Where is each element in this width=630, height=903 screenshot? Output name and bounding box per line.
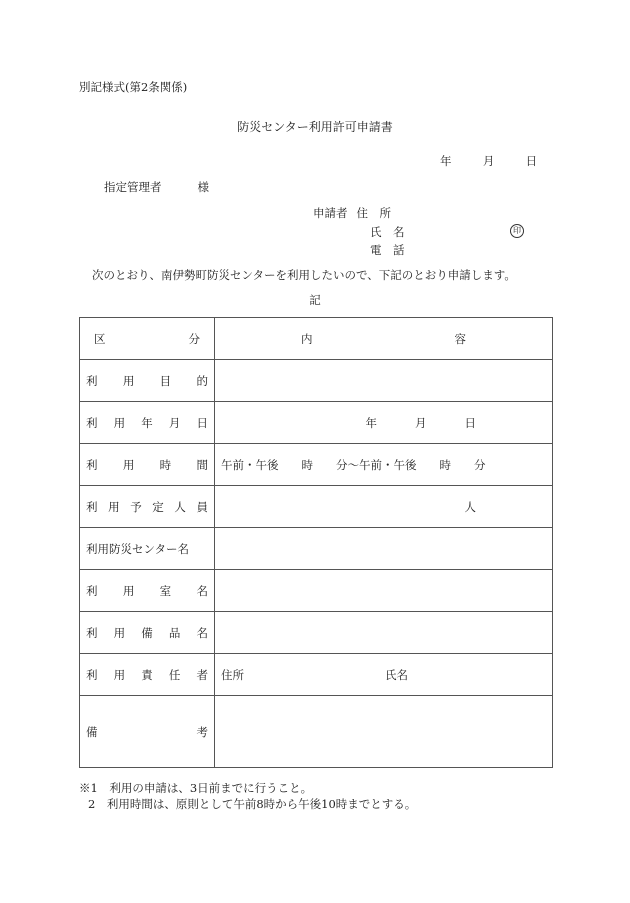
usage-year-label: 年	[365, 415, 377, 430]
label-char: 利	[86, 457, 98, 472]
header-content-cell	[215, 318, 553, 360]
usage-month-label: 月	[415, 415, 427, 430]
header-category-char: 分	[188, 331, 200, 346]
label-char: 利	[86, 415, 98, 430]
ki-heading: 記	[309, 293, 321, 307]
label-char: 員	[196, 499, 208, 514]
usage-date-field[interactable]	[215, 402, 553, 444]
header-category-cell	[80, 318, 215, 360]
label-char: 責	[141, 667, 153, 682]
header-content-char: 内	[301, 331, 313, 346]
note-2: 2 利用時間は、原則として午前8時から午後10時までとする。	[88, 797, 417, 811]
table-row	[80, 696, 553, 768]
date-line	[440, 156, 537, 168]
addressee-name: 指定管理者	[104, 180, 162, 194]
row-label-date	[80, 402, 215, 444]
table-row	[80, 528, 553, 570]
row-label-purpose	[80, 360, 215, 402]
label-char: 人	[174, 499, 186, 514]
label-char: 用	[122, 583, 135, 598]
usage-time-field[interactable]	[215, 444, 553, 486]
label-char: 月	[168, 415, 181, 430]
label-char: 利	[86, 583, 98, 598]
form-reference: 別記様式(第2条関係)	[79, 80, 188, 94]
label-char: 任	[168, 667, 181, 682]
label-char: 備	[86, 724, 98, 739]
table-row	[80, 402, 553, 444]
row-label-attendees	[80, 486, 215, 528]
table-header-row	[80, 318, 553, 360]
address-label: 住 所	[356, 206, 391, 220]
equipment-field[interactable]	[215, 612, 553, 654]
applicant-name-row	[370, 227, 405, 239]
applicant-phone-row	[370, 245, 405, 257]
responsible-name-label: 氏名	[385, 667, 408, 682]
label-char: 的	[196, 373, 208, 388]
label-char: 利	[86, 373, 98, 388]
center-name-field[interactable]	[215, 528, 553, 570]
row-label-center-name	[80, 528, 215, 570]
responsible-person-field[interactable]	[215, 654, 553, 696]
name-label: 氏 名	[370, 225, 405, 239]
label-char: 用	[108, 499, 120, 514]
seal-mark: 印	[510, 224, 524, 238]
lead-text: 次のとおり、南伊勢町防災センターを利用したいので、下記のとおり申請します。	[92, 268, 516, 282]
label-char: 室	[159, 583, 172, 598]
table-row	[80, 612, 553, 654]
purpose-field[interactable]	[215, 360, 553, 402]
label-char: 日	[196, 415, 208, 430]
label-char: 年	[141, 415, 153, 430]
application-table	[79, 317, 553, 768]
date-day-label: 日	[525, 154, 538, 168]
table-row	[80, 486, 553, 528]
header-content-char: 容	[454, 331, 466, 346]
label-char: 用	[113, 625, 126, 640]
usage-day-label: 日	[464, 415, 476, 430]
label-char: 定	[152, 499, 164, 514]
label-char: 利	[86, 667, 98, 682]
label-char: 用	[122, 373, 135, 388]
addressee-honorific: 様	[197, 180, 209, 194]
label-char: 時	[159, 457, 172, 472]
label-char: 利	[86, 625, 98, 640]
addressee-line	[104, 182, 209, 194]
applicant-address-row	[313, 208, 391, 220]
label-char: 用	[113, 667, 126, 682]
label-char: 利	[86, 499, 98, 514]
applicant-label: 申請者	[313, 206, 348, 220]
phone-label: 電 話	[370, 243, 405, 257]
note-1: ※1 利用の申請は、3日前までに行うこと。	[79, 781, 313, 795]
table-row	[80, 654, 553, 696]
label-char: 者	[196, 667, 208, 682]
date-month-label: 月	[482, 154, 495, 168]
label-char: 備	[141, 625, 153, 640]
remarks-field[interactable]	[215, 696, 553, 768]
attendees-unit: 人	[464, 499, 476, 514]
label-char: 用	[113, 415, 126, 430]
responsible-address-label: 住所	[221, 667, 244, 682]
form-title: 防災センター利用許可申請書	[237, 120, 393, 134]
row-label-time	[80, 444, 215, 486]
label-char: 用	[122, 457, 135, 472]
row-label-responsible	[80, 654, 215, 696]
table-row	[80, 360, 553, 402]
attendees-field[interactable]	[215, 486, 553, 528]
header-category-char: 区	[94, 331, 106, 346]
table-row	[80, 444, 553, 486]
table-row	[80, 570, 553, 612]
label-char: 予	[130, 499, 142, 514]
room-field[interactable]	[215, 570, 553, 612]
label-char: 名	[196, 625, 208, 640]
date-year-label: 年	[440, 154, 452, 168]
label-char: 名	[196, 583, 208, 598]
row-label-remarks	[80, 696, 215, 768]
row-label-equipment	[80, 612, 215, 654]
label-char: 考	[196, 724, 208, 739]
usage-time-template: 午前・午後 時 分〜午前・午後 時 分	[221, 457, 486, 472]
label-char: 目	[159, 373, 172, 388]
label-char: 間	[196, 457, 208, 472]
row-label-room	[80, 570, 215, 612]
label-text: 利用防災センター名	[86, 541, 190, 556]
label-char: 品	[168, 625, 181, 640]
